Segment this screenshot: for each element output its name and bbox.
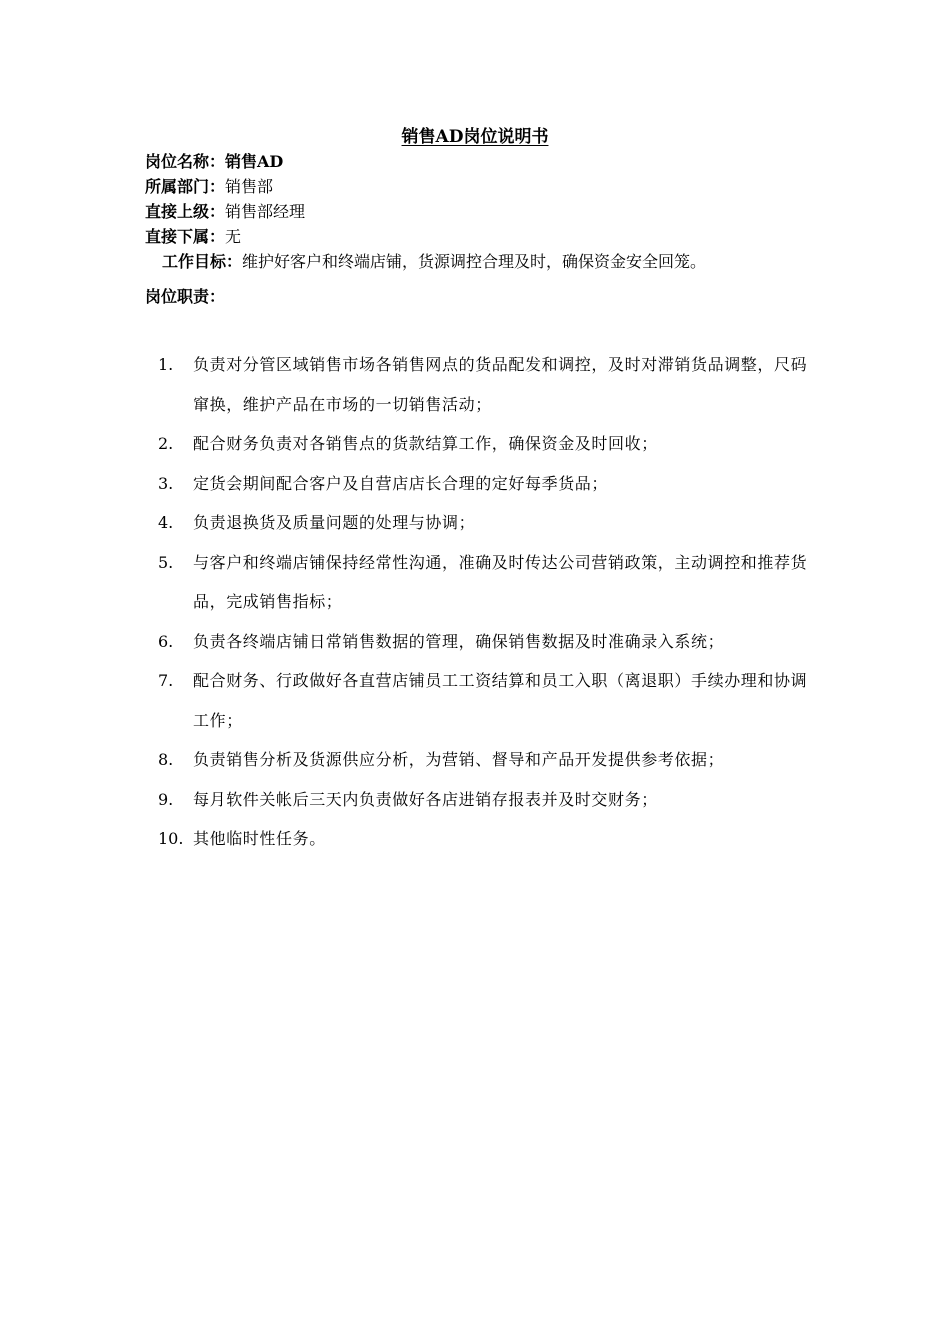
list-item bbox=[158, 661, 818, 740]
position-name-value: 销售AD bbox=[225, 152, 284, 171]
list-item bbox=[158, 740, 818, 780]
position-name-label: 岗位名称： bbox=[145, 152, 226, 171]
list-item bbox=[158, 464, 818, 504]
list-item bbox=[158, 345, 818, 424]
duty-number: 8. bbox=[158, 750, 174, 769]
duties-label: 岗位职责： bbox=[145, 287, 226, 306]
department-value: 销售部 bbox=[225, 177, 274, 196]
subordinate-label: 直接下属： bbox=[145, 227, 226, 246]
duties-list bbox=[158, 345, 818, 859]
duties-heading-row bbox=[145, 286, 225, 308]
list-item bbox=[158, 622, 818, 662]
duty-text: 其他临时性任务。 bbox=[193, 829, 326, 848]
duty-number: 10. bbox=[158, 829, 184, 848]
list-item bbox=[158, 819, 818, 859]
duty-number: 2. bbox=[158, 434, 174, 453]
department-label: 所属部门： bbox=[145, 177, 226, 196]
duty-text: 与客户和终端店铺保持经常性沟通，准确及时传达公司营销政策，主动调控和推荐货品，完成销售指标； bbox=[193, 552, 808, 611]
duty-number: 4. bbox=[158, 513, 174, 532]
duty-number: 5. bbox=[158, 552, 174, 572]
duty-text: 负责退换货及质量问题的处理与协调； bbox=[193, 513, 476, 532]
duty-text: 配合财务、行政做好各直营店铺员工工资结算和员工入职（离退职）手续办理和协调工作； bbox=[193, 671, 808, 730]
duty-text: 配合财务负责对各销售点的货款结算工作，确保资金及时回收； bbox=[193, 434, 658, 453]
goal-row bbox=[162, 251, 706, 273]
duty-text: 负责销售分析及货源供应分析，为营销、督导和产品开发提供参考依据； bbox=[193, 750, 725, 769]
duty-number: 9. bbox=[158, 789, 174, 809]
list-item bbox=[158, 503, 818, 543]
subordinate-value: 无 bbox=[225, 227, 242, 246]
subordinate-row bbox=[145, 226, 241, 248]
duty-text: 每月软件关帐后三天内负责做好各店进销存报表并及时交财务； bbox=[193, 789, 658, 809]
department-row bbox=[145, 176, 273, 198]
superior-row bbox=[145, 201, 305, 223]
duty-number: 3. bbox=[158, 473, 174, 493]
goal-label: 工作目标： bbox=[162, 252, 243, 271]
list-item bbox=[158, 780, 818, 820]
superior-value: 销售部经理 bbox=[225, 202, 306, 221]
duty-number: 1. bbox=[158, 355, 174, 374]
duty-number: 6. bbox=[158, 631, 174, 651]
duty-number: 7. bbox=[158, 671, 174, 690]
document-title bbox=[0, 126, 950, 148]
duty-text: 负责对分管区域销售市场各销售网点的货品配发和调控，及时对滞销货品调整，尺码窜换，维护产品在市场的一切销售活动； bbox=[193, 355, 808, 414]
duty-text: 定货会期间配合客户及自营店店长合理的定好每季货品； bbox=[193, 473, 609, 493]
list-item bbox=[158, 543, 818, 622]
goal-value: 维护好客户和终端店铺，货源调控合理及时，确保资金安全回笼。 bbox=[242, 252, 707, 271]
list-item bbox=[158, 424, 818, 464]
position-name-row bbox=[145, 151, 283, 173]
document-title-text: 销售AD岗位说明书 bbox=[401, 127, 549, 147]
superior-label: 直接上级： bbox=[145, 202, 226, 221]
duty-text: 负责各终端店铺日常销售数据的管理，确保销售数据及时准确录入系统； bbox=[193, 631, 725, 651]
